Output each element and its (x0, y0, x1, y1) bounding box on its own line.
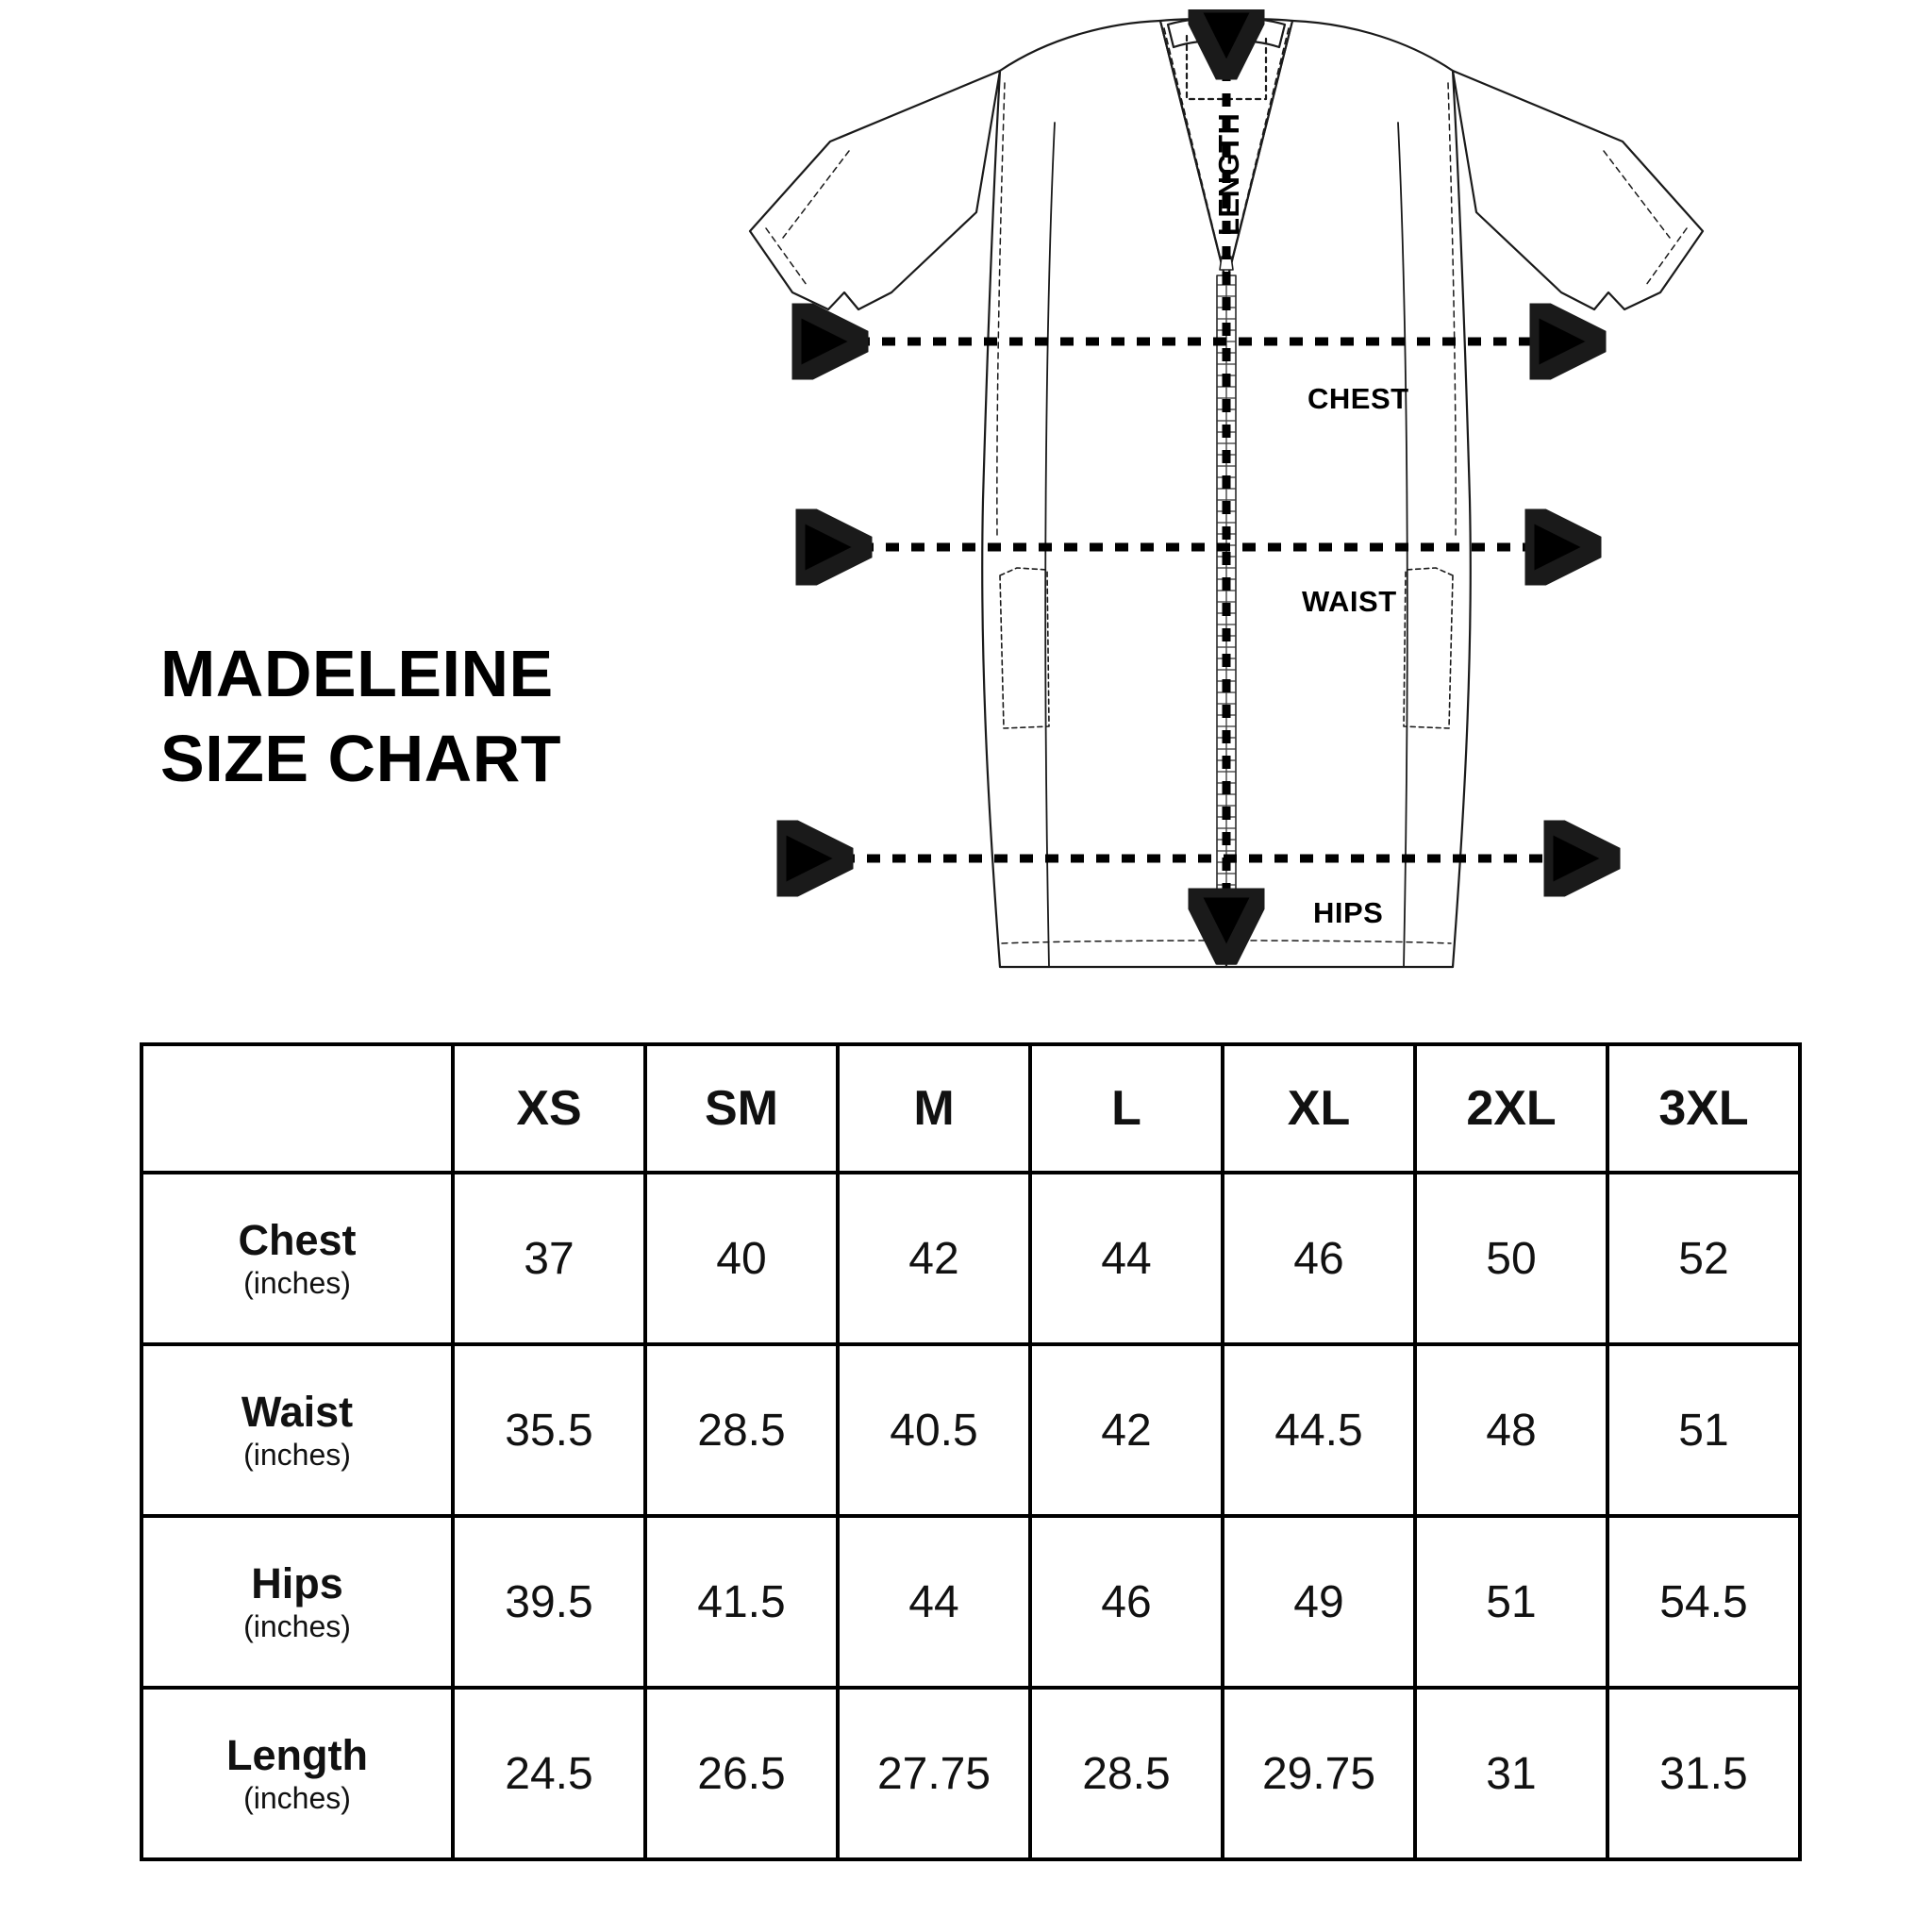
page-title-line-2: SIZE CHART (160, 721, 561, 795)
cell-hips-xs: 39.5 (453, 1516, 645, 1688)
cell-hips-2xl: 51 (1415, 1516, 1607, 1688)
cell-length-2xl: 31 (1415, 1688, 1607, 1859)
column-header-sm: SM (645, 1044, 838, 1173)
cell-hips-xl: 49 (1223, 1516, 1415, 1688)
cell-waist-m: 40.5 (838, 1344, 1030, 1516)
column-header-l: L (1030, 1044, 1223, 1173)
table-corner-cell (142, 1044, 453, 1173)
row-header-waist (142, 1344, 453, 1516)
row-label: Waist (241, 1387, 354, 1436)
table-row (142, 1516, 1800, 1688)
cell-hips-sm: 41.5 (645, 1516, 838, 1688)
page-title (160, 632, 689, 801)
column-header-m: M (838, 1044, 1030, 1173)
chest-dimension-label: CHEST (1307, 382, 1409, 415)
table-header-row (142, 1044, 1800, 1173)
row-unit: (inches) (243, 1438, 351, 1473)
row-header-chest (142, 1173, 453, 1344)
table-row (142, 1173, 1800, 1344)
column-header-2xl: 2XL (1415, 1044, 1607, 1173)
row-label: Length (226, 1730, 368, 1779)
row-label: Chest (238, 1215, 357, 1264)
size-chart-table (140, 1042, 1802, 1861)
cell-waist-sm: 28.5 (645, 1344, 838, 1516)
cell-hips-m: 44 (838, 1516, 1030, 1688)
page-title-line-1: MADELEINE (160, 637, 554, 710)
cell-chest-xl: 46 (1223, 1173, 1415, 1344)
size-chart-table-container (140, 1042, 1800, 1861)
hips-dimension-label: HIPS (1313, 896, 1384, 929)
cell-chest-2xl: 50 (1415, 1173, 1607, 1344)
column-header-3xl: 3XL (1607, 1044, 1800, 1173)
waist-dimension-label: WAIST (1302, 585, 1397, 618)
cell-length-3xl: 31.5 (1607, 1688, 1800, 1859)
cell-hips-l: 46 (1030, 1516, 1223, 1688)
column-header-xs: XS (453, 1044, 645, 1173)
table-row (142, 1688, 1800, 1859)
cell-chest-3xl: 52 (1607, 1173, 1800, 1344)
row-header-hips (142, 1516, 453, 1688)
row-unit: (inches) (243, 1266, 351, 1301)
cell-length-m: 27.75 (838, 1688, 1030, 1859)
column-header-xl: XL (1223, 1044, 1415, 1173)
row-label: Hips (251, 1558, 343, 1607)
cell-hips-3xl: 54.5 (1607, 1516, 1800, 1688)
cell-waist-xl: 44.5 (1223, 1344, 1415, 1516)
cell-waist-2xl: 48 (1415, 1344, 1607, 1516)
row-unit: (inches) (243, 1609, 351, 1644)
cell-length-l: 28.5 (1030, 1688, 1223, 1859)
cell-length-sm: 26.5 (645, 1688, 838, 1859)
cell-chest-xs: 37 (453, 1173, 645, 1344)
cell-waist-l: 42 (1030, 1344, 1223, 1516)
row-header-length (142, 1688, 453, 1859)
cell-waist-3xl: 51 (1607, 1344, 1800, 1516)
cell-chest-l: 44 (1030, 1173, 1223, 1344)
cell-waist-xs: 35.5 (453, 1344, 645, 1516)
cell-chest-sm: 40 (645, 1173, 838, 1344)
cell-length-xs: 24.5 (453, 1688, 645, 1859)
row-unit: (inches) (243, 1781, 351, 1816)
cell-length-xl: 29.75 (1223, 1688, 1415, 1859)
cell-chest-m: 42 (838, 1173, 1030, 1344)
table-row (142, 1344, 1800, 1516)
length-dimension-label: LENGTH (1212, 112, 1245, 236)
